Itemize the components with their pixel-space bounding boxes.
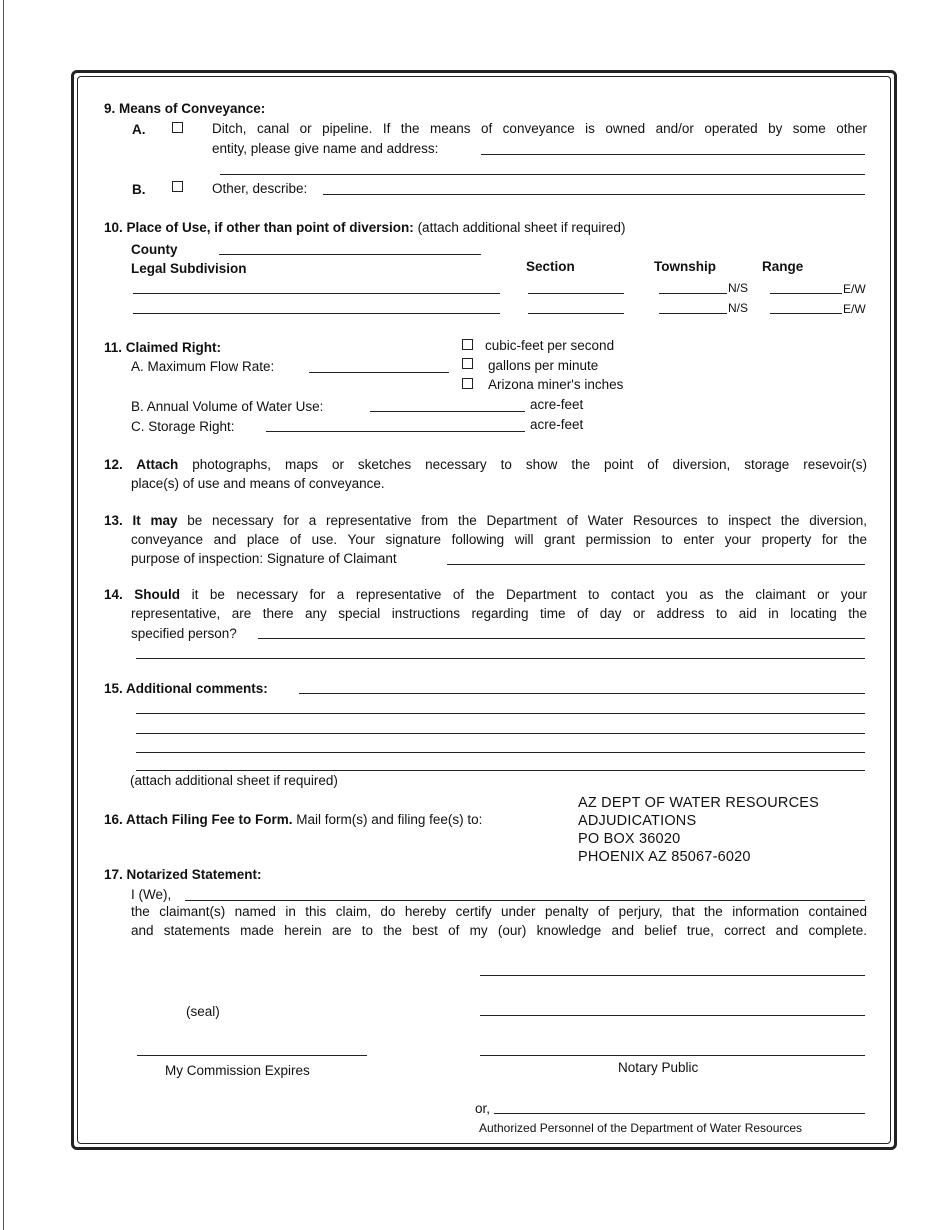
storage-right-field[interactable]	[266, 431, 525, 432]
range-field-2[interactable]	[770, 313, 842, 314]
storage-right-unit: acre-feet	[530, 417, 584, 432]
section-17-title: 17. Notarized Statement:	[104, 867, 262, 882]
section-9a-text-2: entity, please give name and address:	[212, 141, 439, 156]
county-label: County	[131, 242, 178, 257]
section-9b-letter: B.	[132, 182, 146, 197]
township-field-1[interactable]	[659, 293, 727, 294]
legal-subdivision-field-2[interactable]	[133, 313, 500, 314]
section-15-title: 15. Additional comments:	[104, 681, 268, 696]
notary-public-label: Notary Public	[618, 1060, 699, 1075]
section-field-2[interactable]	[528, 313, 624, 314]
section-12-text-1: photographs, maps or sketches necessary to show the point of diversion, storage resevoir(s)	[192, 457, 867, 472]
we-label: I (We),	[131, 887, 172, 902]
cfs-label: cubic-feet per second	[485, 338, 615, 353]
range-ew-label-1: E/W	[843, 282, 866, 296]
gpm-label: gallons per minute	[488, 358, 599, 373]
section-14-text	[104, 587, 867, 602]
storage-right-label: C. Storage Right:	[131, 419, 235, 434]
certification-text-2: and statements made herein are to the best of my (our) knowledge and belief true, correct and complete.	[131, 923, 867, 938]
section-16-title	[104, 812, 482, 827]
section-13-text-1: be necessary for a representative from the Department of Water Resources to inspect the diversion,	[187, 513, 867, 528]
section-10-title	[104, 220, 625, 235]
authorized-personnel-field[interactable]	[494, 1113, 865, 1114]
section-14-bold: 14. Should	[104, 587, 181, 602]
section-9a-checkbox[interactable]	[172, 122, 183, 133]
section-13-bold: 13. It may	[104, 513, 178, 528]
claimant-signature-field[interactable]	[447, 564, 865, 565]
annual-volume-unit: acre-feet	[530, 397, 584, 412]
conveyance-name-address-field[interactable]	[481, 154, 865, 155]
county-field[interactable]	[219, 254, 481, 255]
section-field-1[interactable]	[528, 293, 624, 294]
signature-field-1[interactable]	[480, 975, 865, 976]
mailing-address-line-1: AZ DEPT OF WATER RESOURCES	[578, 795, 819, 811]
commission-expires-label: My Commission Expires	[165, 1063, 310, 1078]
range-field-1[interactable]	[770, 293, 842, 294]
section-9-title: 9. Means of Conveyance:	[104, 101, 266, 116]
claimant-name-field[interactable]	[185, 900, 865, 901]
section-9b-text: Other, describe:	[212, 181, 308, 196]
township-ns-label-1: N/S	[728, 281, 749, 295]
range-label: Range	[762, 259, 804, 274]
section-16-bold: 16. Attach Filing Fee to Form.	[104, 812, 293, 827]
page-edge-line	[3, 0, 4, 1230]
section-10-title-note: (attach additional sheet if required)	[417, 220, 626, 235]
section-12-text-2: place(s) of use and means of conveyance.	[131, 476, 385, 491]
section-12-text	[104, 457, 867, 472]
comments-field-1[interactable]	[299, 693, 865, 694]
annual-volume-label: B. Annual Volume of Water Use:	[131, 399, 324, 414]
comments-field-4[interactable]	[136, 752, 865, 753]
other-describe-field[interactable]	[323, 194, 865, 195]
miners-inches-checkbox[interactable]	[462, 378, 473, 389]
comments-field-5[interactable]	[136, 770, 865, 771]
section-13-text-3: purpose of inspection: Signature of Claimant	[131, 551, 397, 566]
legal-subdivision-label: Legal Subdivision	[131, 261, 247, 276]
or-label: or,	[475, 1101, 491, 1116]
township-ns-label-2: N/S	[728, 301, 749, 315]
section-15-note: (attach additional sheet if required)	[130, 773, 338, 788]
authorized-personnel-label: Authorized Personnel of the Department of Water Resources	[479, 1121, 803, 1135]
conveyance-name-address-field-2[interactable]	[220, 174, 865, 175]
cfs-checkbox[interactable]	[462, 339, 473, 350]
mailing-address-line-2: ADJUDICATIONS	[578, 813, 697, 829]
miners-inches-label: Arizona miner's inches	[488, 377, 624, 392]
seal-label: (seal)	[186, 1004, 220, 1019]
section-14-text-1: it be necessary for a representative of the Department to contact you as the claimant or your	[191, 587, 867, 602]
max-flow-rate-label: A. Maximum Flow Rate:	[131, 359, 275, 374]
comments-field-2[interactable]	[136, 713, 865, 714]
section-10-title-bold: 10. Place of Use, if other than point of diversion:	[104, 220, 414, 235]
mailing-address-line-3: PO BOX 36020	[578, 831, 681, 847]
section-12-bold: 12. Attach	[104, 457, 179, 472]
section-13-text-2: conveyance and place of use. Your signature following will grant permission to enter your property for the	[131, 532, 867, 547]
section-label: Section	[526, 259, 575, 274]
max-flow-rate-field[interactable]	[309, 372, 449, 373]
section-14-text-2: representative, are there any special instructions regarding time of day or address to aid in locating the	[131, 606, 867, 621]
certification-text-1: the claimant(s) named in this claim, do hereby certify under penalty of perjury, that the information contained	[131, 904, 867, 919]
section-11-title: 11. Claimed Right:	[104, 340, 222, 355]
annual-volume-field[interactable]	[370, 411, 525, 412]
section-9a-text: Ditch, canal or pipeline. If the means of conveyance is owned and/or operated by some other	[212, 121, 867, 136]
special-instructions-field[interactable]	[258, 638, 865, 639]
section-14-text-3: specified person?	[131, 626, 237, 641]
range-ew-label-2: E/W	[843, 302, 866, 316]
legal-subdivision-field-1[interactable]	[133, 293, 500, 294]
section-16-rest: Mail form(s) and filing fee(s) to:	[296, 812, 483, 827]
special-instructions-field-2[interactable]	[136, 658, 865, 659]
mailing-address-line-4: PHOENIX AZ 85067-6020	[578, 849, 751, 865]
commission-expires-field[interactable]	[137, 1055, 367, 1056]
section-9b-checkbox[interactable]	[172, 181, 183, 192]
section-9a-letter: A.	[132, 122, 146, 137]
gpm-checkbox[interactable]	[462, 358, 473, 369]
notary-public-field[interactable]	[480, 1055, 865, 1056]
township-field-2[interactable]	[659, 313, 727, 314]
section-13-text	[104, 513, 867, 528]
township-label: Township	[654, 259, 716, 274]
signature-field-2[interactable]	[480, 1015, 865, 1016]
comments-field-3[interactable]	[136, 733, 865, 734]
